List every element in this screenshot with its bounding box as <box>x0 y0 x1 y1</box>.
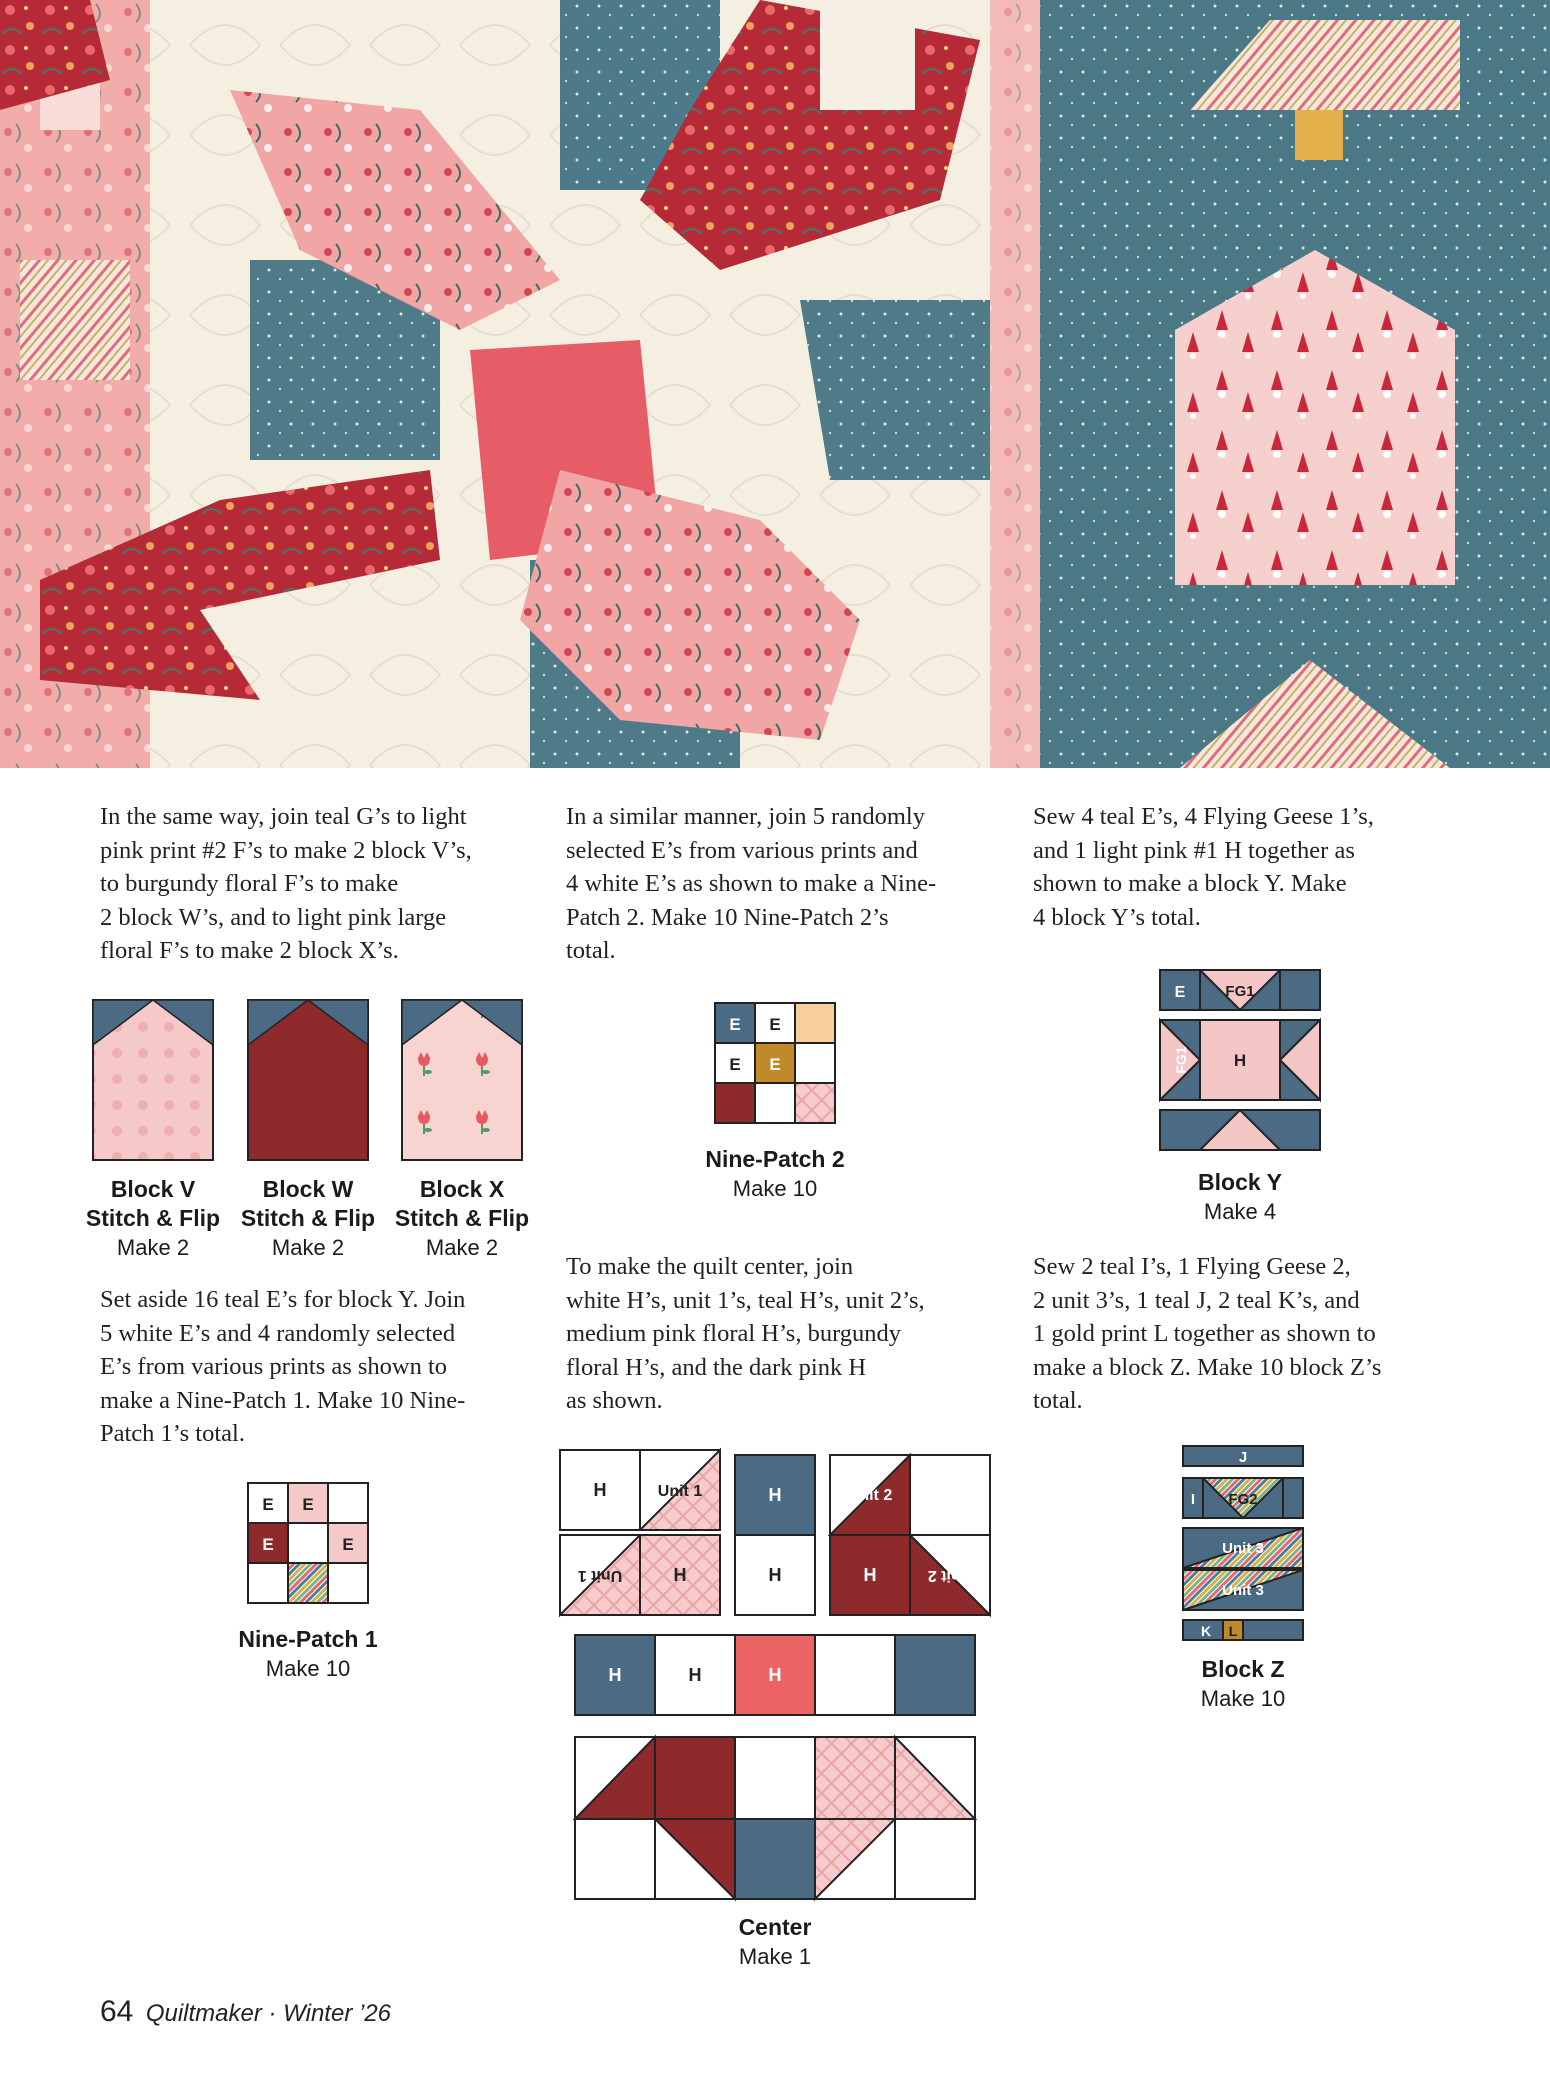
caption-block-x <box>387 1175 537 1262</box>
caption-block-v <box>78 1175 228 1262</box>
caption-block-y <box>1140 1168 1340 1226</box>
middle-paragraph-1: In a similar manner, join 5 randomly selected E’s from various prints and 4 white E’s as shown to make a Nine- Patch 2. Make 10 Nine-Patch 2’s total. <box>566 803 937 964</box>
center-label-h6: H <box>608 1665 622 1685</box>
np2-label-e1: E <box>729 1015 741 1034</box>
nine-patch-2-make: Make 10 <box>732 1176 818 1201</box>
caption-nine-patch-1 <box>208 1625 408 1683</box>
nine-patch-2-title: Nine-Patch 2 <box>705 1146 845 1172</box>
block-w-diagram <box>248 1000 368 1160</box>
bz-label-i: I <box>1190 1491 1196 1508</box>
page-footer <box>100 1995 391 2029</box>
nine-patch-1-make: Make 10 <box>265 1656 351 1681</box>
center-label-h3: H <box>768 1485 782 1505</box>
caption-nine-patch-2 <box>675 1145 875 1203</box>
center-label-unit1: Unit 1 <box>657 1483 703 1500</box>
block-y-title: Block Y <box>1198 1169 1282 1195</box>
right-paragraph-2: Sew 2 teal I’s, 1 Flying Geese 2, 2 unit 3’s, 1 teal J, 2 teal K’s, and 1 gold print L together as shown to make a block Z. Make 10 block Z’s total. <box>1033 1253 1382 1414</box>
block-y-make: Make 4 <box>1203 1199 1277 1224</box>
right-paragraph-1: Sew 4 teal E’s, 4 Flying Geese 1’s, and 1 light pink #1 H together as shown to make a block Y. Make 4 block Y’s total. <box>1033 803 1374 931</box>
center-make: Make 1 <box>738 1944 812 1969</box>
center-label-h8: H <box>768 1665 782 1685</box>
np1-label-e3: E <box>262 1535 274 1554</box>
nine-patch-1-title: Nine-Patch 1 <box>238 1626 378 1652</box>
block-v-diagram <box>93 1000 213 1160</box>
caption-block-w <box>233 1175 383 1262</box>
block-w-title: Block W <box>262 1176 354 1202</box>
by-label-e: E <box>1174 984 1186 1001</box>
block-v-sub: Stitch & Flip <box>85 1205 221 1231</box>
center-label-h4: H <box>768 1565 782 1585</box>
center-title: Center <box>738 1914 812 1940</box>
np1-label-e2: E <box>302 1495 314 1514</box>
np2-label-e3: E <box>729 1055 741 1074</box>
center-label-h1: H <box>593 1480 607 1500</box>
np2-label-e2: E <box>769 1015 781 1034</box>
page-number: 64 <box>100 1995 134 2028</box>
center-label-h2: H <box>673 1565 687 1585</box>
bz-label-fg2: FG2 <box>1228 1491 1258 1508</box>
by-label-fg1-side: FG1 <box>1173 1046 1189 1074</box>
center-label-unit2-rot: Unit 2 <box>927 1567 973 1584</box>
np2-label-e4: E <box>769 1055 781 1074</box>
center-label-h7: H <box>688 1665 702 1685</box>
middle-paragraph-2: To make the quilt center, join white H’s, unit 1’s, teal H’s, unit 2’s, medium pink floral H’s, burgundy floral H’s, and the dark pink H as shown. <box>566 1253 925 1414</box>
block-v-title: Block V <box>110 1176 196 1202</box>
block-z-make: Make 10 <box>1200 1686 1286 1711</box>
center-label-unit2: Unit 2 <box>847 1487 893 1504</box>
block-x-diagram <box>402 1000 522 1160</box>
bz-label-k: K <box>1200 1623 1212 1639</box>
bz-label-l: L <box>1228 1623 1238 1639</box>
bz-label-j: J <box>1238 1449 1248 1466</box>
caption-block-z <box>1143 1655 1343 1713</box>
by-label-fg1: FG1 <box>1225 983 1255 1000</box>
np1-label-e1: E <box>262 1495 274 1514</box>
center-label-h5: H <box>863 1565 877 1585</box>
block-w-make: Make 2 <box>271 1235 345 1260</box>
block-x-make: Make 2 <box>425 1235 499 1260</box>
bz-label-unit3a: Unit 3 <box>1222 1540 1264 1557</box>
block-z-title: Block Z <box>1201 1656 1285 1682</box>
magazine-credit: Quiltmaker · Winter ’26 <box>145 2000 392 2027</box>
center-label-unit1-rot: Unit 1 <box>577 1567 623 1584</box>
np1-label-e4: E <box>342 1535 354 1554</box>
block-w-sub: Stitch & Flip <box>240 1205 376 1231</box>
by-label-h: H <box>1233 1051 1247 1070</box>
left-paragraph-1: In the same way, join teal G’s to light pink print #2 F’s to make 2 block V’s, to burgundy floral F’s to make 2 block W’s, and to light pink large floral F’s to make 2 block X’s. <box>100 803 472 964</box>
block-x-sub: Stitch & Flip <box>394 1205 530 1231</box>
caption-center <box>675 1913 875 1971</box>
block-v-make: Make 2 <box>116 1235 190 1260</box>
bz-label-unit3b: Unit 3 <box>1222 1582 1264 1599</box>
left-paragraph-2: Set aside 16 teal E’s for block Y. Join 5 white E’s and 4 randomly selected E’s from various prints as shown to make a Nine-Patch 1. Make 10 Nine- Patch 1’s total. <box>100 1286 466 1447</box>
block-x-title: Block X <box>419 1176 505 1202</box>
